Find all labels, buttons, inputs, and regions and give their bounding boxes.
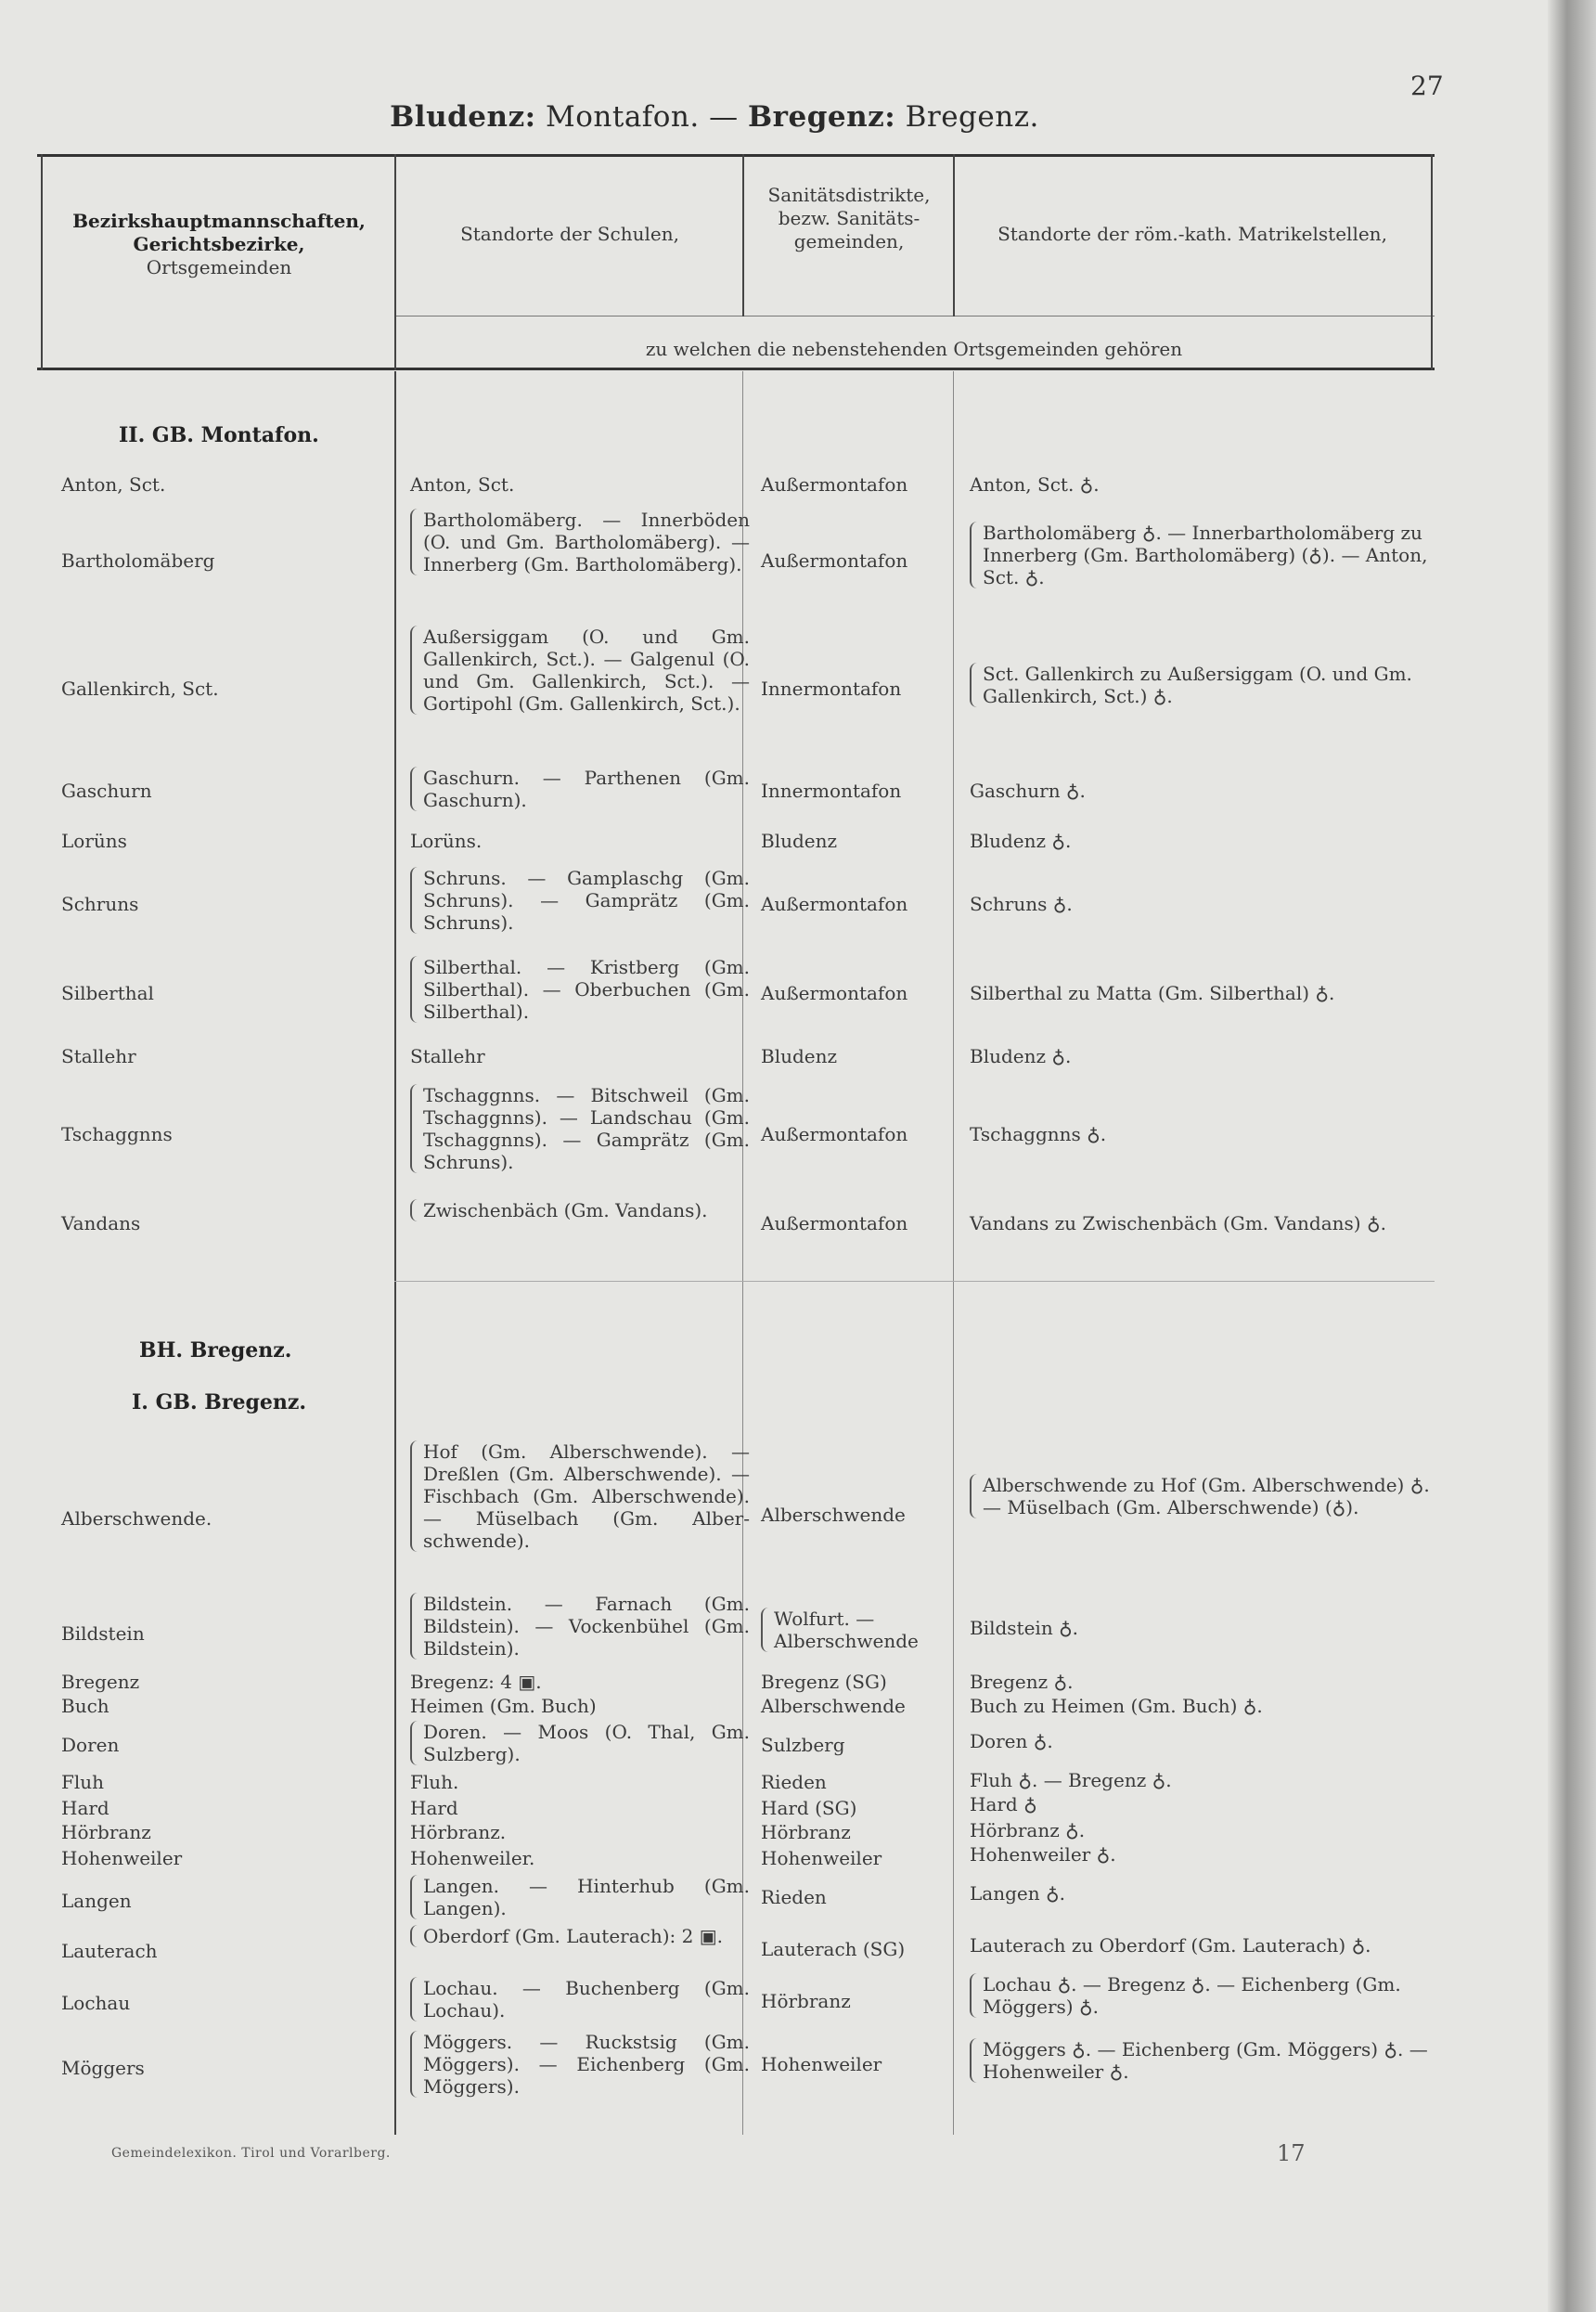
- row-sanitary: Außermontafon: [761, 1123, 908, 1145]
- row-parish: Vandans zu Zwischenbäch (Gm. Vandans) ♁.: [970, 1212, 1386, 1234]
- row-parish: Alberschwende zu Hof (Gm. Alberschwende) ♁. — Müselbach (Gm. Alberschwende) (♁).: [970, 1474, 1437, 1518]
- table-right-border: [1431, 154, 1433, 370]
- row-schools: Schruns. — Gamplaschg (Gm. Schruns). — Gamprätz (Gm. Schruns).: [410, 867, 750, 934]
- row-sanitary: Hohenweiler: [761, 1847, 882, 1869]
- table-left-border: [41, 154, 43, 370]
- row-schools: Hohenweiler.: [410, 1847, 535, 1869]
- row-name: Schruns: [61, 893, 139, 915]
- row-name: Gaschurn: [61, 780, 152, 802]
- row-schools: Hörbranz.: [410, 1821, 507, 1843]
- row-sanitary: Bludenz: [761, 1045, 838, 1067]
- signature-number: 17: [1277, 2140, 1306, 2166]
- row-parish: Gaschurn ♁.: [970, 780, 1086, 802]
- row-name: Hard: [61, 1797, 109, 1819]
- row-sanitary: Außermontafon: [761, 549, 908, 572]
- row-sanitary: Außermontafon: [761, 893, 908, 915]
- row-schools: Anton, Sct.: [410, 473, 515, 496]
- row-name: Bregenz: [61, 1671, 140, 1693]
- row-parish: Silberthal zu Matta (Gm. Silberthal) ♁.: [970, 982, 1335, 1004]
- col-divider-1: [394, 371, 396, 2135]
- row-schools: Hard: [410, 1797, 458, 1819]
- row-name: Bildstein: [61, 1622, 145, 1645]
- row-name: Vandans: [61, 1212, 141, 1234]
- header-bezirk-1: Bludenz:: [390, 100, 536, 134]
- row-name: Silberthal: [61, 982, 154, 1004]
- row-parish: Buch zu Heimen (Gm. Buch) ♁.: [970, 1695, 1263, 1717]
- row-parish: Lauterach zu Oberdorf (Gm. Lauterach) ♁.: [970, 1934, 1371, 1957]
- row-name: Hörbranz: [61, 1821, 151, 1843]
- col-divider-3: [953, 371, 954, 2135]
- row-parish: Anton, Sct. ♁.: [970, 473, 1100, 496]
- row-sanitary: Außermontafon: [761, 982, 908, 1004]
- row-parish: Fluh ♁. — Bregenz ♁.: [970, 1769, 1172, 1791]
- col3-header: Sanitätsdistrikte, bezw. Sanitäts- gemeinden,: [767, 184, 931, 252]
- row-schools: Bildstein. — Farnach (Gm. Bildstein). — Vockenbühel (Gm. Bildstein).: [410, 1593, 750, 1660]
- row-sanitary: Hohenweiler: [761, 2053, 882, 2075]
- section-gb-bregenz: I. GB. Bregenz.: [132, 1390, 307, 1414]
- row-name: Tschaggnns: [61, 1123, 173, 1145]
- row-name: Stallehr: [61, 1045, 136, 1067]
- row-parish: Hohenweiler ♁.: [970, 1843, 1116, 1866]
- col1-header-line2: Gerichtsbezirke,: [133, 233, 305, 255]
- row-name: Möggers: [61, 2057, 145, 2079]
- row-schools: Heimen (Gm. Buch): [410, 1695, 597, 1717]
- header-bezirk-2: Bregenz:: [747, 100, 896, 134]
- row-schools: Bartholomäberg. — Innerböden (O. und Gm. Bartholomäberg). — Innerberg (Gm. Bartholomäberg).: [410, 509, 750, 575]
- table-top-rule: [37, 154, 1435, 157]
- header-gb-1: Montafon.: [545, 100, 700, 134]
- row-sanitary: Lauterach (SG): [761, 1938, 906, 1960]
- col4-header: Standorte der röm.-kath. Matrikelstellen,: [998, 223, 1387, 245]
- col-divider-3-header: [953, 154, 955, 316]
- row-schools: Lorüns.: [410, 830, 483, 852]
- header-gb-2: Bregenz.: [905, 100, 1039, 134]
- page-edge-shadow: [1548, 0, 1596, 2312]
- row-sanitary: Alberschwende: [761, 1695, 906, 1717]
- row-sanitary: Innermontafon: [761, 780, 902, 802]
- row-schools: Oberdorf (Gm. Lauterach): 2 ▣.: [410, 1925, 750, 1947]
- row-name: Hohenweiler: [61, 1847, 183, 1869]
- row-parish: Bregenz ♁.: [970, 1671, 1074, 1693]
- row-schools: Lochau. — Buchenberg (Gm. Lochau).: [410, 1977, 750, 2021]
- col-divider-1-header: [394, 154, 396, 370]
- row-schools: Hof (Gm. Alberschwende). — Dreßlen (Gm. Alberschwende). — Fischbach (Gm. Alberschwende). — Müselbach (Gm. Alberschwende).: [410, 1440, 750, 1552]
- row-sanitary: Hard (SG): [761, 1797, 857, 1819]
- row-name: Langen: [61, 1890, 132, 1912]
- row-name: Gallenkirch, Sct.: [61, 678, 219, 700]
- page-number: 27: [1410, 71, 1444, 101]
- row-schools: Tschaggnns. — Bitschweil (Gm. Tschaggnns). — Landschau (Gm. Tschaggnns). — Gamprätz (Gm. Schruns).: [410, 1084, 750, 1173]
- row-schools: Zwischenbäch (Gm. Vandans).: [410, 1199, 750, 1221]
- row-name: Alberschwende.: [61, 1507, 212, 1530]
- row-parish: Möggers ♁. — Eichenberg (Gm. Möggers) ♁. — Hohenweiler ♁.: [970, 2038, 1437, 2083]
- row-name: Bartholomäberg: [61, 549, 215, 572]
- page-footer: Gemeindelexikon. Tirol und Vorarlberg.: [111, 2146, 391, 2161]
- row-sanitary: Innermontafon: [761, 678, 902, 700]
- col-divider-2-header: [742, 154, 744, 316]
- row-name: Anton, Sct.: [61, 473, 166, 496]
- subheader: zu welchen die nebenstehenden Ortsgemeinden gehören: [645, 338, 1183, 360]
- row-sanitary: Wolfurt. — Alberschwende: [761, 1608, 959, 1652]
- row-parish: Tschaggnns ♁.: [970, 1123, 1107, 1145]
- row-sanitary: Außermontafon: [761, 473, 908, 496]
- row-sanitary: Rieden: [761, 1771, 827, 1793]
- row-sanitary: Sulzberg: [761, 1734, 845, 1756]
- col2-header: Standorte der Schulen,: [460, 223, 679, 245]
- section-bh-bregenz: BH. Bregenz.: [139, 1338, 292, 1363]
- header-bottom-rule: [37, 368, 1435, 370]
- row-name: Fluh: [61, 1771, 105, 1793]
- row-parish: Hard ♁: [970, 1793, 1037, 1815]
- row-parish: Sct. Gallenkirch zu Außersiggam (O. und Gm. Gallenkirch, Sct.) ♁.: [970, 663, 1437, 707]
- row-sanitary: Alberschwende: [761, 1504, 906, 1526]
- row-schools: Silberthal. — Kristberg (Gm. Silberthal). — Oberbuchen (Gm. Silberthal).: [410, 956, 750, 1023]
- col1-header: [46, 210, 392, 279]
- col1-header-line1: Bezirkshauptmannschaften,: [72, 210, 366, 232]
- row-parish: Bludenz ♁.: [970, 1045, 1072, 1067]
- col1-header-line3: Ortsgemeinden: [146, 256, 292, 278]
- section-rule: [394, 1281, 1435, 1282]
- row-schools: Fluh.: [410, 1771, 459, 1793]
- row-parish: Schruns ♁.: [970, 893, 1073, 915]
- row-schools: Bregenz: 4 ▣.: [410, 1671, 542, 1693]
- row-sanitary: Bregenz (SG): [761, 1671, 887, 1693]
- row-name: Lochau: [61, 1992, 131, 2014]
- row-sanitary: Hörbranz: [761, 1990, 851, 2012]
- row-schools: Doren. — Moos (O. Thal, Gm. Sulzberg).: [410, 1721, 750, 1765]
- row-sanitary: Bludenz: [761, 830, 838, 852]
- header-separator: —: [709, 100, 739, 134]
- row-schools: Stallehr: [410, 1045, 485, 1067]
- row-parish: Bludenz ♁.: [970, 830, 1072, 852]
- row-name: Buch: [61, 1695, 109, 1717]
- row-name: Doren: [61, 1734, 120, 1756]
- row-schools: Langen. — Hinterhub (Gm. Langen).: [410, 1875, 750, 1919]
- section-gb-montafon: II. GB. Montafon.: [119, 423, 319, 447]
- row-parish: Hörbranz ♁.: [970, 1819, 1086, 1841]
- row-parish: Lochau ♁. — Bregenz ♁. — Eichenberg (Gm. Möggers) ♁.: [970, 1973, 1437, 2018]
- row-sanitary: Hörbranz: [761, 1821, 851, 1843]
- page-header: [0, 100, 1429, 134]
- row-parish: Langen ♁.: [970, 1882, 1065, 1905]
- row-parish: Bartholomäberg ♁. — Innerbartholomäberg zu Innerberg (Gm. Bartholomäberg) (♁). — Anton, Sct. ♁.: [970, 522, 1437, 588]
- row-parish: Bildstein ♁.: [970, 1617, 1079, 1639]
- row-schools: Außersiggam (O. und Gm. Gallenkirch, Sct.). — Galgenul (O. und Gm. Gallenkirch, Sct.). — Gortipohl (Gm. Gallenkirch, Sct.).: [410, 626, 750, 715]
- row-sanitary: Außermontafon: [761, 1212, 908, 1234]
- row-schools: Möggers. — Ruckstsig (Gm. Möggers). — Eichenberg (Gm. Möggers).: [410, 2031, 750, 2098]
- row-schools: Gaschurn. — Parthenen (Gm. Gaschurn).: [410, 767, 750, 811]
- row-parish: Doren ♁.: [970, 1730, 1053, 1752]
- row-name: Lorüns: [61, 830, 127, 852]
- row-name: Lauterach: [61, 1940, 158, 1962]
- row-sanitary: Rieden: [761, 1886, 827, 1908]
